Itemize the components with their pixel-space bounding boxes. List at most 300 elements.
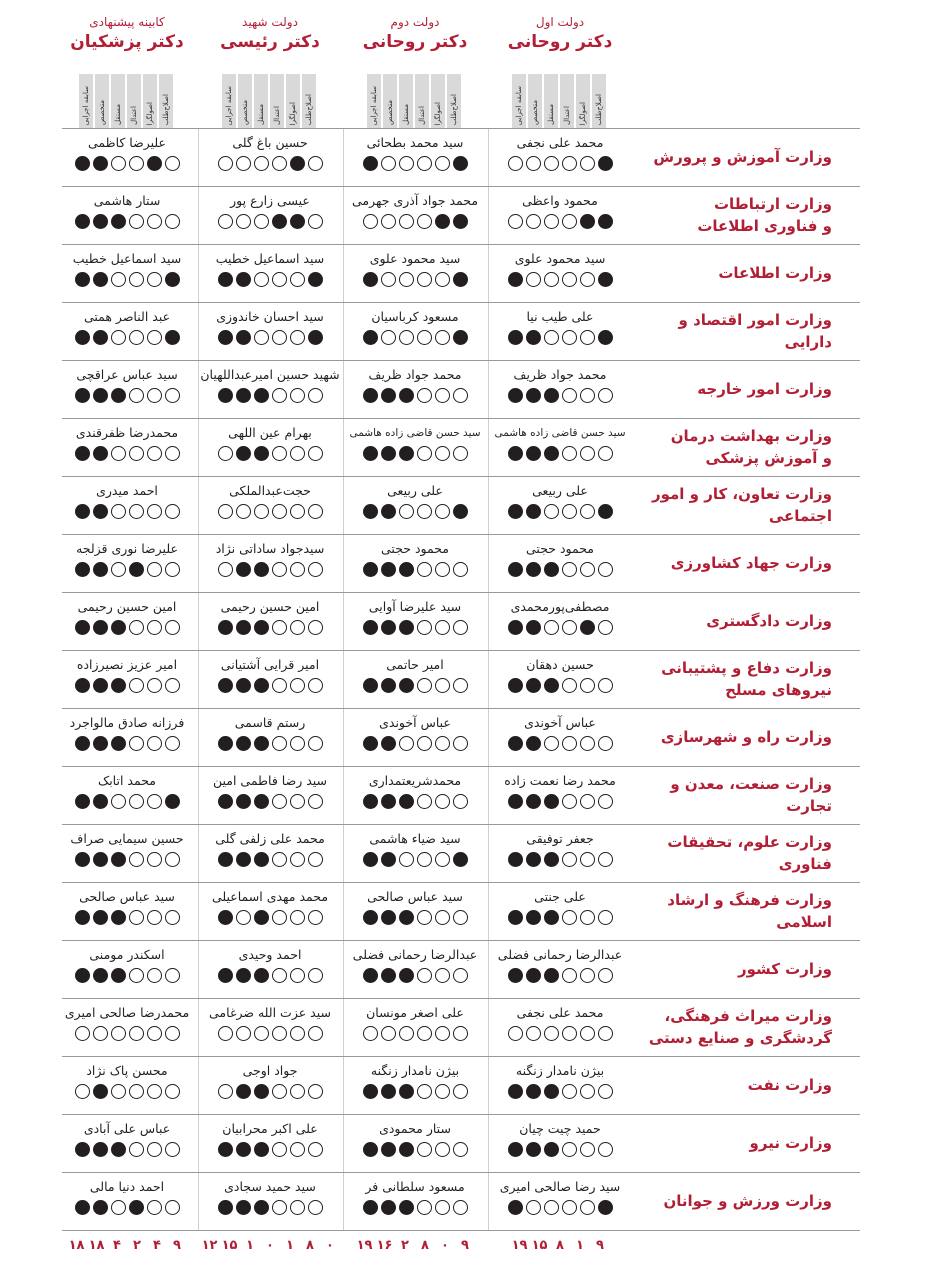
empty-dot bbox=[290, 852, 305, 867]
empty-dot bbox=[236, 214, 251, 229]
filled-dot bbox=[218, 794, 233, 809]
criteria-dots bbox=[200, 1026, 340, 1041]
criterion-bar bbox=[431, 74, 445, 128]
empty-dot bbox=[598, 388, 613, 403]
empty-dot bbox=[272, 272, 287, 287]
ministry-name bbox=[630, 534, 862, 592]
empty-dot bbox=[435, 736, 450, 751]
empty-dot bbox=[111, 562, 126, 577]
criterion-bar bbox=[415, 74, 429, 128]
filled-dot bbox=[526, 968, 541, 983]
candidate-cell bbox=[345, 250, 485, 287]
empty-dot bbox=[562, 968, 577, 983]
column-header bbox=[490, 14, 630, 54]
candidate-name: سیدجواد ساداتی نژاد bbox=[215, 541, 325, 556]
filled-dot bbox=[363, 562, 378, 577]
candidate-cell bbox=[345, 598, 485, 635]
filled-dot bbox=[544, 388, 559, 403]
candidate-name: حمید چیت چیان bbox=[519, 1121, 601, 1136]
criterion-bar bbox=[592, 74, 606, 128]
filled-dot bbox=[75, 156, 90, 171]
empty-dot bbox=[417, 504, 432, 519]
filled-dot bbox=[254, 562, 269, 577]
filled-dot bbox=[381, 388, 396, 403]
criterion-total: ۱۸ bbox=[68, 1238, 85, 1253]
empty-dot bbox=[272, 562, 287, 577]
empty-dot bbox=[363, 1026, 378, 1041]
ministry-name bbox=[630, 708, 862, 766]
empty-dot bbox=[165, 736, 180, 751]
filled-dot bbox=[508, 620, 523, 635]
candidate-cell bbox=[200, 482, 340, 519]
criterion-label: اصلاح‌طلب bbox=[595, 93, 603, 125]
candidate-cell bbox=[57, 888, 197, 925]
empty-dot bbox=[129, 272, 144, 287]
candidate-name: بیژن نامدار زنگنه bbox=[515, 1063, 605, 1078]
empty-dot bbox=[147, 388, 162, 403]
filled-dot bbox=[254, 1142, 269, 1157]
filled-dot bbox=[254, 736, 269, 751]
candidate-cell bbox=[490, 1062, 630, 1099]
empty-dot bbox=[111, 1026, 126, 1041]
empty-dot bbox=[308, 156, 323, 171]
empty-dot bbox=[544, 736, 559, 751]
filled-dot bbox=[75, 678, 90, 693]
empty-dot bbox=[218, 1084, 233, 1099]
candidate-cell bbox=[345, 1062, 485, 1099]
filled-dot bbox=[75, 620, 90, 635]
empty-dot bbox=[562, 1142, 577, 1157]
empty-dot bbox=[580, 504, 595, 519]
criterion-total: ۰ bbox=[266, 1238, 274, 1253]
ministry-name bbox=[630, 940, 862, 998]
candidate-cell bbox=[490, 714, 630, 751]
candidate-cell bbox=[57, 830, 197, 867]
filled-dot bbox=[93, 562, 108, 577]
filled-dot bbox=[363, 1142, 378, 1157]
candidate-cell bbox=[57, 772, 197, 809]
criteria-dots bbox=[490, 214, 630, 229]
criteria-dots bbox=[490, 330, 630, 345]
criteria-dots bbox=[345, 330, 485, 345]
empty-dot bbox=[562, 330, 577, 345]
criterion-label: متخصص bbox=[386, 99, 394, 125]
empty-dot bbox=[290, 1142, 305, 1157]
filled-dot bbox=[111, 620, 126, 635]
criterion-label: اصولگرا bbox=[579, 101, 587, 125]
empty-dot bbox=[308, 1200, 323, 1215]
empty-dot bbox=[435, 620, 450, 635]
empty-dot bbox=[308, 620, 323, 635]
criterion-label: مستقل bbox=[402, 104, 410, 125]
criterion-bar bbox=[238, 74, 252, 128]
empty-dot bbox=[598, 1142, 613, 1157]
ministry-label: وزارت میراث فرهنگی، گردشگری و صنایع دستی bbox=[648, 1007, 832, 1047]
column-header bbox=[200, 14, 340, 54]
filled-dot bbox=[93, 1084, 108, 1099]
filled-dot bbox=[147, 156, 162, 171]
candidate-name: مصطفی‌پورمحمدی bbox=[510, 599, 610, 614]
empty-dot bbox=[308, 1084, 323, 1099]
empty-dot bbox=[290, 620, 305, 635]
filled-dot bbox=[165, 794, 180, 809]
candidate-name: سید حمید سجادی bbox=[224, 1179, 316, 1194]
empty-dot bbox=[562, 620, 577, 635]
empty-dot bbox=[218, 156, 233, 171]
criterion-total: ۱۸ bbox=[88, 1238, 105, 1253]
empty-dot bbox=[165, 852, 180, 867]
criterion-bar bbox=[576, 74, 590, 128]
criteria-dots bbox=[490, 504, 630, 519]
empty-dot bbox=[544, 1200, 559, 1215]
empty-dot bbox=[290, 794, 305, 809]
candidate-cell bbox=[200, 888, 340, 925]
filled-dot bbox=[381, 1084, 396, 1099]
criteria-dots bbox=[57, 1084, 197, 1099]
criterion-total: ۹ bbox=[173, 1238, 181, 1253]
candidate-name: سید اسماعیل خطیب bbox=[215, 251, 325, 266]
criteria-dots bbox=[57, 736, 197, 751]
empty-dot bbox=[290, 272, 305, 287]
empty-dot bbox=[435, 272, 450, 287]
empty-dot bbox=[598, 678, 613, 693]
filled-dot bbox=[218, 968, 233, 983]
candidate-name: امین حسین رحیمی bbox=[220, 599, 320, 614]
empty-dot bbox=[453, 968, 468, 983]
filled-dot bbox=[218, 1200, 233, 1215]
filled-dot bbox=[544, 968, 559, 983]
filled-dot bbox=[580, 620, 595, 635]
empty-dot bbox=[129, 1026, 144, 1041]
ministry-label: وزارت جهاد کشاورزی bbox=[670, 554, 832, 572]
ministry-name bbox=[630, 1172, 862, 1230]
filled-dot bbox=[399, 562, 414, 577]
empty-dot bbox=[562, 910, 577, 925]
candidate-cell bbox=[200, 1062, 340, 1099]
filled-dot bbox=[526, 388, 541, 403]
empty-dot bbox=[598, 1084, 613, 1099]
filled-dot bbox=[308, 330, 323, 345]
empty-dot bbox=[562, 156, 577, 171]
filled-dot bbox=[598, 1200, 613, 1215]
ministry-name bbox=[630, 650, 862, 708]
empty-dot bbox=[165, 968, 180, 983]
criteria-dots bbox=[490, 1142, 630, 1157]
empty-dot bbox=[417, 852, 432, 867]
criterion-total: ۱۲ bbox=[201, 1238, 218, 1253]
empty-dot bbox=[453, 446, 468, 461]
candidate-name: ستار محمودی bbox=[379, 1121, 451, 1136]
candidate-name: محمد جواد آذری جهرمی bbox=[351, 193, 479, 208]
criteria-dots bbox=[200, 1200, 340, 1215]
empty-dot bbox=[236, 156, 251, 171]
candidate-cell bbox=[200, 192, 340, 229]
empty-dot bbox=[272, 388, 287, 403]
empty-dot bbox=[562, 1200, 577, 1215]
criteria-dots bbox=[345, 736, 485, 751]
ministry-label: وزارت امور اقتصاد و دارایی bbox=[678, 311, 832, 351]
filled-dot bbox=[93, 272, 108, 287]
empty-dot bbox=[111, 156, 126, 171]
empty-dot bbox=[308, 736, 323, 751]
filled-dot bbox=[598, 214, 613, 229]
candidate-cell bbox=[345, 656, 485, 693]
empty-dot bbox=[526, 1200, 541, 1215]
empty-dot bbox=[544, 330, 559, 345]
filled-dot bbox=[526, 446, 541, 461]
candidate-cell bbox=[345, 1120, 485, 1157]
filled-dot bbox=[254, 1200, 269, 1215]
filled-dot bbox=[290, 214, 305, 229]
candidate-name: محسن پاک نژاد bbox=[86, 1063, 168, 1078]
criterion-total: ۱۹ bbox=[356, 1238, 373, 1253]
criteria-dots bbox=[345, 214, 485, 229]
candidate-cell bbox=[490, 134, 630, 171]
ministry-label: وزارت بهداشت درمان و آموزش پزشکی bbox=[670, 427, 832, 467]
candidate-cell bbox=[490, 192, 630, 229]
candidate-cell bbox=[490, 598, 630, 635]
candidate-name: عبدالرضا رحمانی فضلی bbox=[497, 947, 623, 962]
empty-dot bbox=[147, 620, 162, 635]
empty-dot bbox=[508, 156, 523, 171]
candidate-cell bbox=[57, 598, 197, 635]
empty-dot bbox=[417, 388, 432, 403]
column-president-name: دکتر روحانی bbox=[362, 32, 468, 52]
empty-dot bbox=[435, 1142, 450, 1157]
criterion-bar bbox=[302, 74, 316, 128]
empty-dot bbox=[562, 504, 577, 519]
candidate-cell bbox=[345, 482, 485, 519]
criterion-bar bbox=[270, 74, 284, 128]
empty-dot bbox=[399, 330, 414, 345]
candidate-name: حسین سیمایی صراف bbox=[70, 831, 184, 846]
empty-dot bbox=[435, 968, 450, 983]
empty-dot bbox=[111, 1084, 126, 1099]
candidate-cell bbox=[345, 308, 485, 345]
empty-dot bbox=[272, 330, 287, 345]
filled-dot bbox=[111, 736, 126, 751]
empty-dot bbox=[598, 968, 613, 983]
candidate-name: محمد رضا نعمت زاده bbox=[504, 773, 616, 788]
filled-dot bbox=[272, 214, 287, 229]
criterion-total: ۸ bbox=[556, 1238, 564, 1253]
candidate-name: عیسی زارع پور bbox=[230, 193, 310, 208]
filled-dot bbox=[363, 910, 378, 925]
empty-dot bbox=[580, 1200, 595, 1215]
candidate-name: علی اصغر مونسان bbox=[366, 1005, 464, 1020]
filled-dot bbox=[111, 852, 126, 867]
empty-dot bbox=[111, 330, 126, 345]
empty-dot bbox=[254, 330, 269, 345]
ministry-label: وزارت فرهنگ و ارشاد اسلامی bbox=[667, 891, 832, 931]
empty-dot bbox=[129, 214, 144, 229]
filled-dot bbox=[363, 330, 378, 345]
empty-dot bbox=[254, 214, 269, 229]
empty-dot bbox=[562, 272, 577, 287]
candidate-cell bbox=[345, 946, 485, 983]
empty-dot bbox=[290, 910, 305, 925]
criterion-bar bbox=[111, 74, 125, 128]
filled-dot bbox=[75, 794, 90, 809]
criteria-dots bbox=[200, 504, 340, 519]
candidate-cell bbox=[345, 1004, 485, 1041]
empty-dot bbox=[417, 1026, 432, 1041]
filled-dot bbox=[236, 678, 251, 693]
filled-dot bbox=[363, 852, 378, 867]
criterion-total: ۴ bbox=[153, 1238, 161, 1253]
empty-dot bbox=[254, 504, 269, 519]
empty-dot bbox=[417, 620, 432, 635]
criteria-dots bbox=[345, 562, 485, 577]
candidate-cell bbox=[200, 946, 340, 983]
empty-dot bbox=[218, 446, 233, 461]
candidate-cell bbox=[490, 772, 630, 809]
empty-dot bbox=[129, 446, 144, 461]
empty-dot bbox=[147, 852, 162, 867]
criteria-dots bbox=[57, 388, 197, 403]
empty-dot bbox=[580, 968, 595, 983]
criteria-dots bbox=[57, 620, 197, 635]
criteria-dots bbox=[57, 1200, 197, 1215]
candidate-name: مسعود کرباسیان bbox=[371, 309, 459, 324]
filled-dot bbox=[236, 736, 251, 751]
empty-dot bbox=[417, 968, 432, 983]
empty-dot bbox=[399, 736, 414, 751]
filled-dot bbox=[236, 388, 251, 403]
filled-dot bbox=[508, 1200, 523, 1215]
filled-dot bbox=[75, 214, 90, 229]
empty-dot bbox=[598, 852, 613, 867]
candidate-name: سید رضا صالحی امیری bbox=[499, 1179, 621, 1194]
empty-dot bbox=[453, 562, 468, 577]
criteria-dots bbox=[345, 852, 485, 867]
empty-dot bbox=[453, 1142, 468, 1157]
filled-dot bbox=[381, 620, 396, 635]
filled-dot bbox=[508, 562, 523, 577]
candidate-name: محمد مهدی اسماعیلی bbox=[211, 889, 329, 904]
ministry-label: وزارت ارتباطات و فناوری اطلاعات bbox=[697, 195, 832, 235]
empty-dot bbox=[508, 214, 523, 229]
criterion-total: ۴ bbox=[113, 1238, 121, 1253]
empty-dot bbox=[254, 156, 269, 171]
candidate-name: سید محمود علوی bbox=[369, 251, 461, 266]
filled-dot bbox=[508, 388, 523, 403]
candidate-name: محمود حجتی bbox=[526, 541, 594, 556]
ministry-name bbox=[630, 882, 862, 940]
filled-dot bbox=[236, 562, 251, 577]
criteria-dots bbox=[200, 1142, 340, 1157]
filled-dot bbox=[236, 1200, 251, 1215]
criterion-bar bbox=[159, 74, 173, 128]
empty-dot bbox=[399, 272, 414, 287]
candidate-name: محمدرضا ظفرقندی bbox=[75, 425, 179, 440]
candidate-name: احمد وحیدی bbox=[238, 947, 302, 962]
candidate-name: سید عباس عراقچی bbox=[76, 367, 178, 382]
empty-dot bbox=[598, 910, 613, 925]
criteria-labels bbox=[367, 74, 461, 128]
filled-dot bbox=[508, 272, 523, 287]
criteria-dots bbox=[490, 562, 630, 577]
candidate-cell bbox=[345, 772, 485, 809]
empty-dot bbox=[129, 504, 144, 519]
empty-dot bbox=[417, 156, 432, 171]
filled-dot bbox=[218, 736, 233, 751]
filled-dot bbox=[399, 968, 414, 983]
filled-dot bbox=[381, 1200, 396, 1215]
empty-dot bbox=[308, 504, 323, 519]
filled-dot bbox=[111, 214, 126, 229]
criterion-bar bbox=[286, 74, 300, 128]
filled-dot bbox=[93, 852, 108, 867]
candidate-name: عبد الناصر همتی bbox=[83, 309, 171, 324]
criterion-label: متخصص bbox=[531, 99, 539, 125]
candidate-name: محمود واعظی bbox=[522, 193, 598, 208]
empty-dot bbox=[435, 1200, 450, 1215]
candidate-name: محمدرضا صالحی امیری bbox=[64, 1005, 190, 1020]
filled-dot bbox=[508, 736, 523, 751]
column-president-name: دکتر رئیسی bbox=[220, 32, 320, 52]
empty-dot bbox=[417, 214, 432, 229]
criterion-label: سابقه اجرایی bbox=[82, 85, 90, 125]
candidate-cell bbox=[200, 772, 340, 809]
candidate-name: علیرضا کاظمی bbox=[87, 135, 166, 150]
criteria-totals bbox=[345, 1238, 485, 1253]
empty-dot bbox=[111, 794, 126, 809]
empty-dot bbox=[417, 330, 432, 345]
criteria-dots bbox=[490, 620, 630, 635]
filled-dot bbox=[598, 272, 613, 287]
criterion-total: ۱۶ bbox=[376, 1238, 393, 1253]
criteria-dots bbox=[490, 1084, 630, 1099]
filled-dot bbox=[526, 620, 541, 635]
empty-dot bbox=[111, 446, 126, 461]
empty-dot bbox=[165, 1026, 180, 1041]
empty-dot bbox=[417, 1200, 432, 1215]
criteria-dots bbox=[200, 156, 340, 171]
criteria-dots bbox=[490, 910, 630, 925]
criteria-dots bbox=[200, 272, 340, 287]
filled-dot bbox=[129, 562, 144, 577]
filled-dot bbox=[111, 388, 126, 403]
empty-dot bbox=[417, 272, 432, 287]
column-president-name: دکتر روحانی bbox=[507, 32, 613, 52]
criterion-label: متخصص bbox=[98, 99, 106, 125]
filled-dot bbox=[75, 446, 90, 461]
empty-dot bbox=[147, 330, 162, 345]
criterion-label: مستقل bbox=[257, 104, 265, 125]
criteria-dots bbox=[57, 678, 197, 693]
criteria-dots bbox=[200, 1084, 340, 1099]
empty-dot bbox=[129, 968, 144, 983]
empty-dot bbox=[236, 910, 251, 925]
criterion-label: اصولگرا bbox=[289, 101, 297, 125]
filled-dot bbox=[453, 330, 468, 345]
empty-dot bbox=[544, 620, 559, 635]
empty-dot bbox=[562, 678, 577, 693]
filled-dot bbox=[93, 330, 108, 345]
filled-dot bbox=[363, 504, 378, 519]
criterion-bar bbox=[528, 74, 542, 128]
empty-dot bbox=[147, 794, 162, 809]
filled-dot bbox=[236, 446, 251, 461]
candidate-cell bbox=[57, 250, 197, 287]
filled-dot bbox=[93, 1142, 108, 1157]
empty-dot bbox=[272, 156, 287, 171]
empty-dot bbox=[562, 794, 577, 809]
candidate-name: احمد میدری bbox=[96, 483, 158, 498]
empty-dot bbox=[129, 1142, 144, 1157]
candidate-name: محمد علی زلفی گلی bbox=[215, 831, 325, 846]
